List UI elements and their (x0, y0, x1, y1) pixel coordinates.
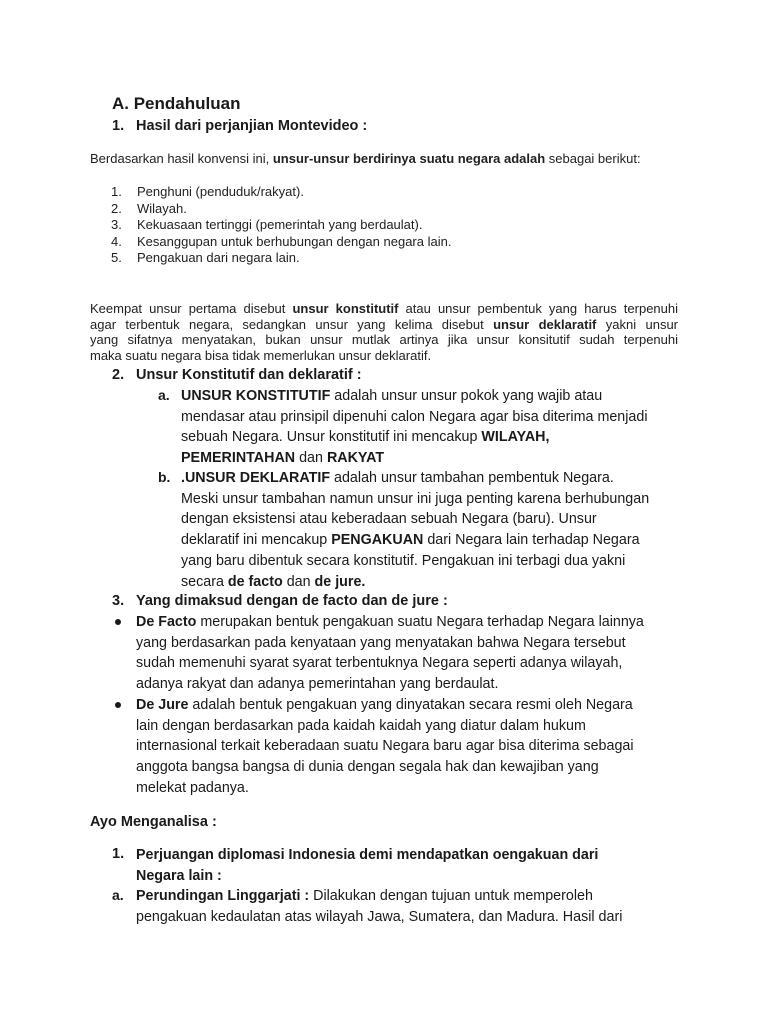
intro-line (90, 151, 641, 166)
bullet-icon (115, 702, 121, 708)
analysis-q1-text: Perjuangan diplomasi Indonesia demi mendapatkan oengakuan dari Negara lain : (136, 847, 599, 884)
list-item: 2. Wilayah. (111, 200, 187, 216)
q1-heading: Hasil dari perjanjian Montevideo : (136, 118, 368, 134)
analysis-q1-number: 1. (112, 846, 125, 862)
q2-number: 2. (112, 367, 125, 383)
section-title: A. Pendahuluan (112, 94, 241, 113)
list-item: 1. Penghuni (penduduk/rakyat). (111, 184, 304, 199)
list-item: 3. Kekuasaan tertinggi (pemerintah yang berdaulat). (111, 217, 423, 232)
intro-text: Berdasarkan hasil konvensi ini, (90, 151, 273, 166)
item-b-text: .UNSUR DEKLARATIF adalah unsur tambahan pembentuk Negara. Meski unsur tambahan namun unsur ini juga penting karena berhubungan dengan eksistensi atau keberadaan sebuah Negara (baru). Unsur deklaratif ini mencakup PENGAKUAN dari Negara lain terhadap Negara yang baru dibentuk secara konstitutif. Pengakuan ini terbagi dua yakni secara de facto dan de jure. (181, 470, 650, 590)
linggarjati-text: Perundingan Linggarjati : Dilakukan dengan tujuan untuk memperoleh pengakuan kedaulatan atas wilayah Jawa, Sumatera, dan Madura. Hasil dari (136, 888, 623, 925)
list-item: 5. Pengakuan dari negara lain. (111, 250, 300, 265)
linggarjati-label: a. (112, 887, 124, 903)
item-b-label: b. (158, 469, 171, 485)
list-item: 4. Kesanggupan untuk berhubungan dengan negara lain. (111, 233, 452, 249)
intro-bold: unsur-unsur berdirinya suatu negara adalah (272, 151, 546, 166)
q2-heading: Unsur Konstitutif dan deklaratif : (136, 367, 362, 383)
q1-number: 1. (112, 118, 125, 134)
q3-heading: Yang dimaksud dengan de facto dan de jure : (136, 593, 448, 609)
analysis-heading: Ayo Menganalisa : (90, 814, 217, 830)
de-facto-text: De Facto merupakan bentuk pengakuan suatu Negara terhadap Negara lainnya yang berdasarkan pada kenyataan yang menyatakan bahwa Negara tersebut sudah memenuhi syarat syarat terbentuknya Negara seperti adanya wilayah, adanya rakyat dan adanya pemerintahan yang berdaulat. (136, 614, 644, 693)
item-a-label: a. (158, 387, 170, 403)
de-jure-text: De Jure adalah bentuk pengakuan yang dinyatakan secara resmi oleh Negara lain dengan berdasarkan pada kaidah kaidah yang diatur dalam hukum internasional terkait keberadaan suatu Negara baru agar bisa diterima sebagai anggota bangsa bangsa di dunia dengan segala hak dan kewajiban yang melekat padanya. (136, 697, 634, 796)
q3-number: 3. (112, 593, 125, 609)
explanation-paragraph: Keempat unsur pertama disebut unsur konstitutif atau unsur pembentuk yang harus terpenuhi agar terbentuk negara, sedangkan unsur yang kelima disebut unsur deklaratif yakni unsur yang sifatnya menyatakan, bukan unsur mutlak artinya jika unsur konsitutif sudah terpenuhi maka suatu negara bisa tidak memerlukan unsur deklaratif. (90, 301, 679, 363)
item-a-text: UNSUR KONSTITUTIF adalah unsur unsur pokok yang wajib atau mendasar atau prinsipil dipenuhi calon Negara agar bisa diterima menjadi sebuah Negara. Unsur konstitutif ini mencakup WILAYAH, PEMERINTAHAN dan RAKYAT (181, 388, 648, 467)
intro-text-end: sebagai berikut: (545, 151, 641, 166)
elements-list (111, 184, 451, 267)
bullet-icon (115, 619, 121, 625)
